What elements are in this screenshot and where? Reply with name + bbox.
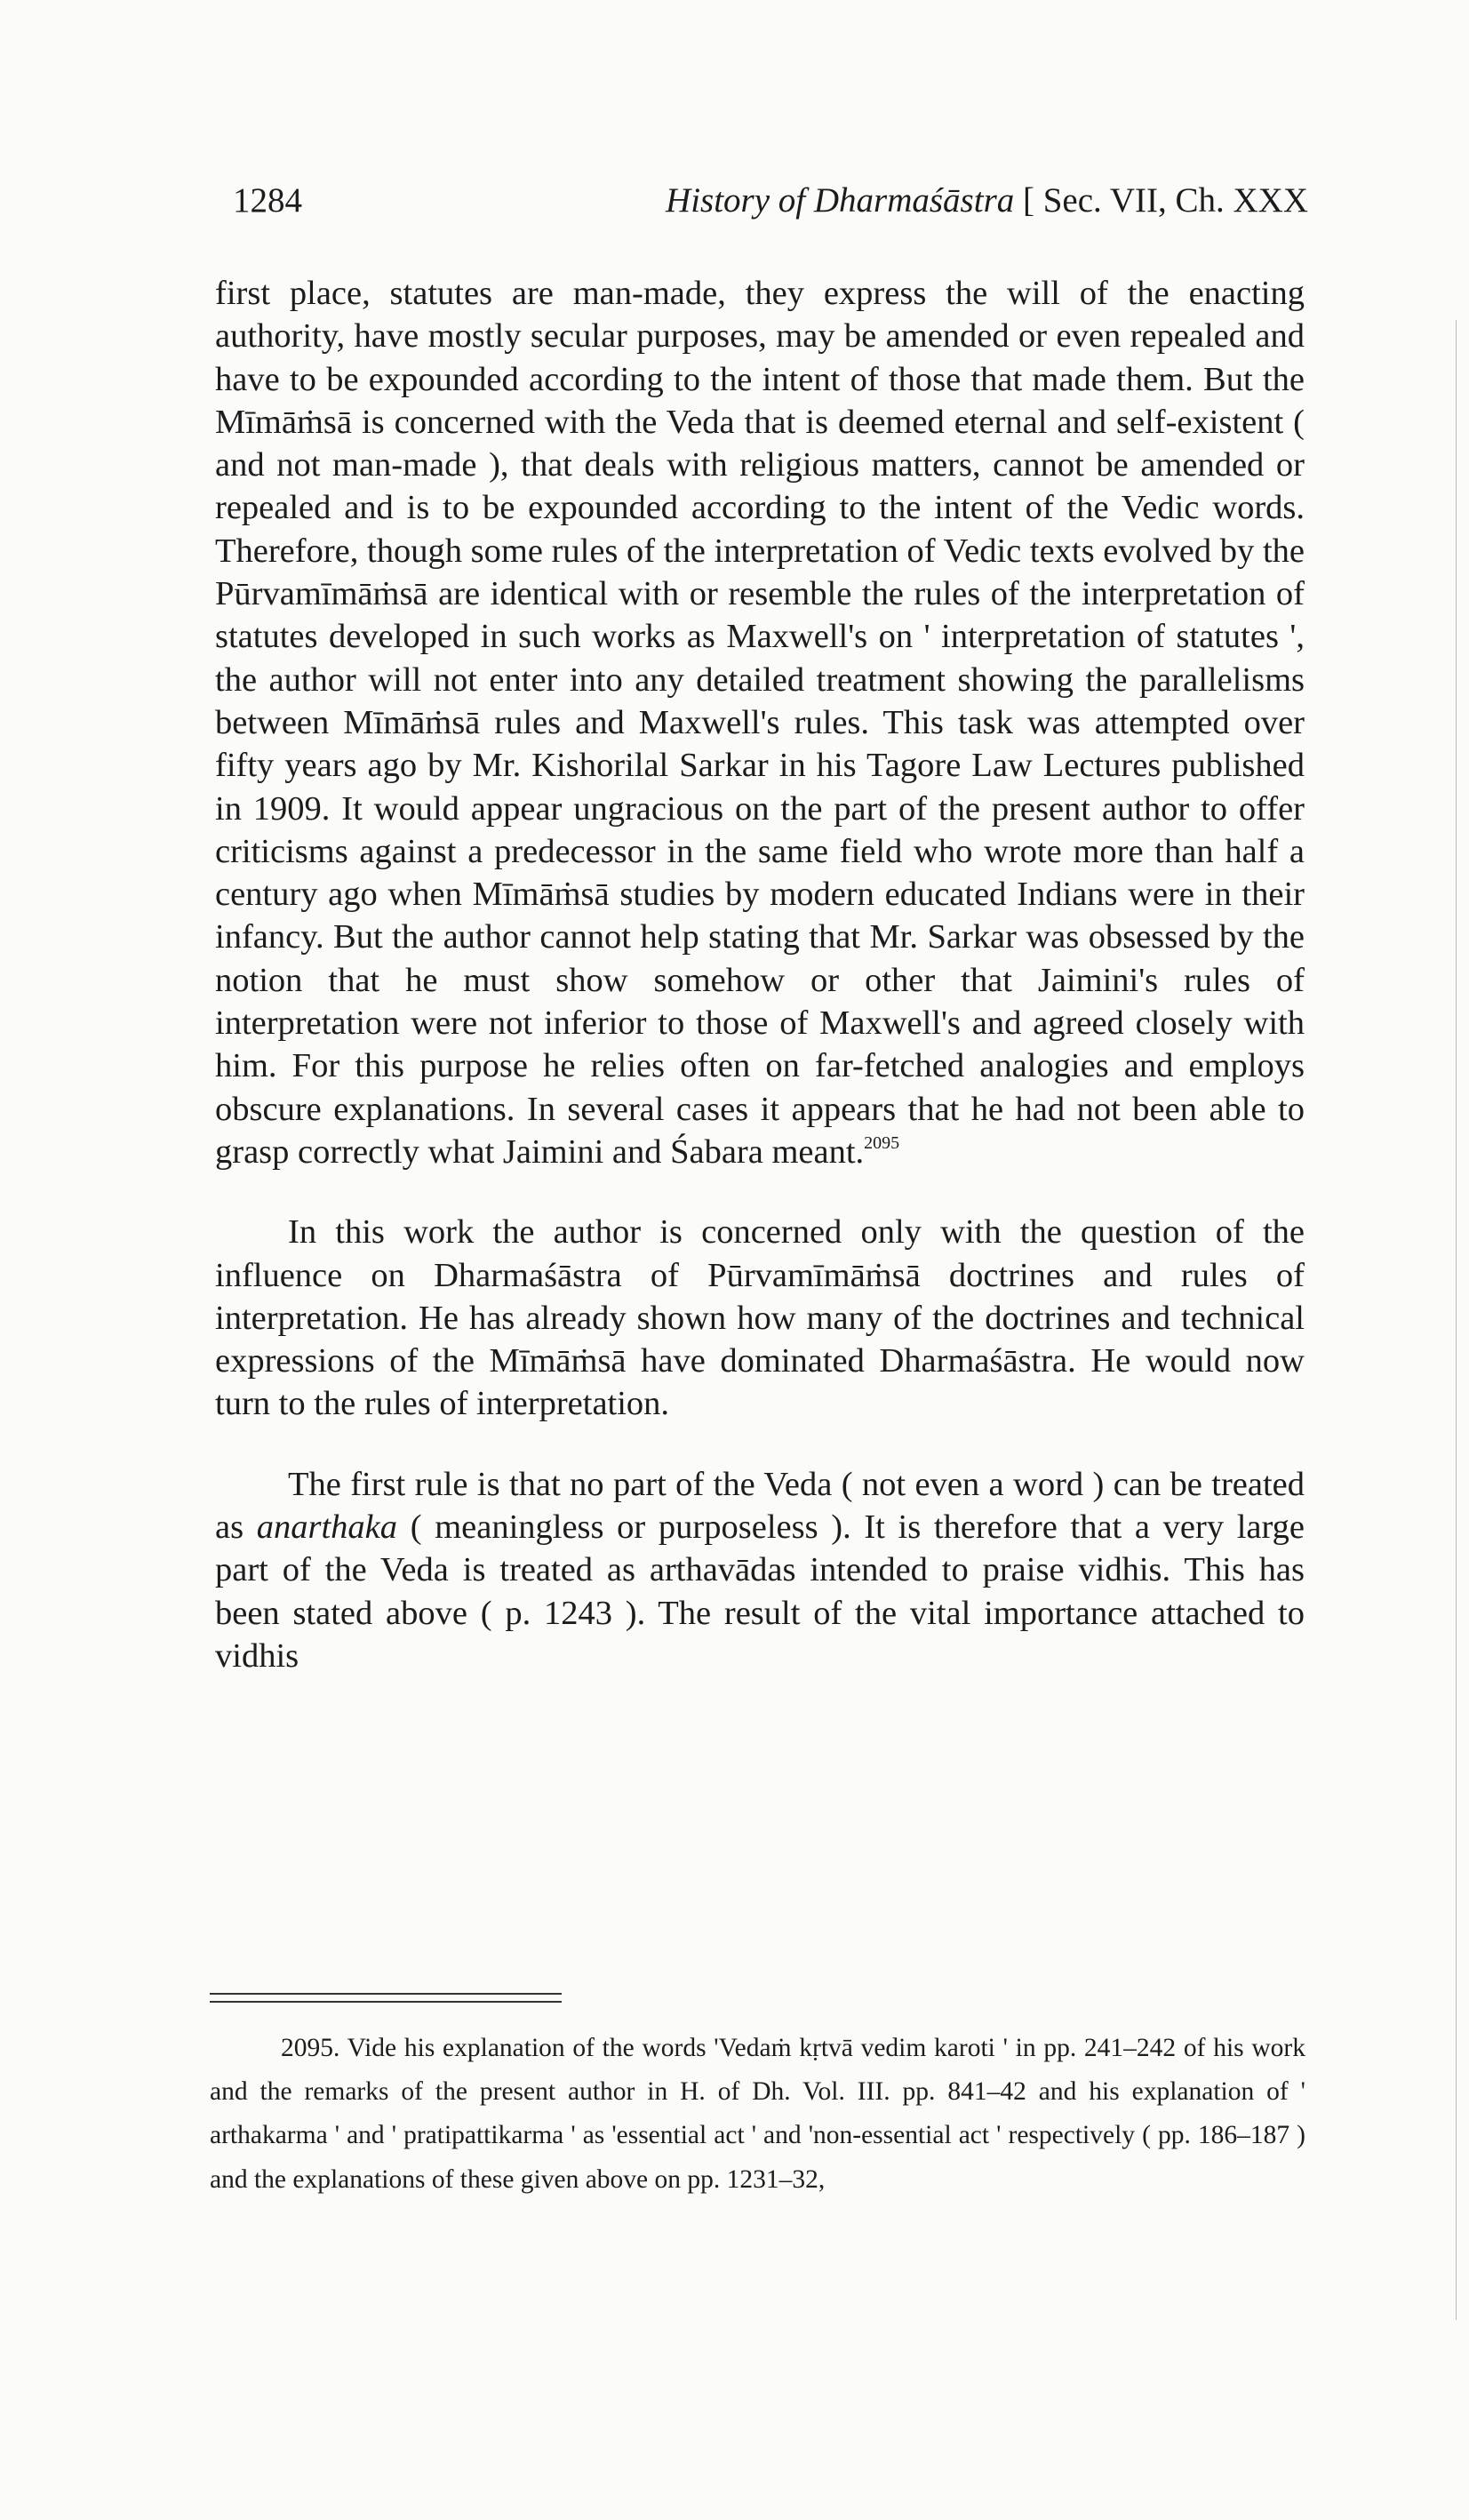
footnote-text: Vide his explanation of the words 'Vedaṁ kṛtvā vedim karoti ' in pp. 241–242 of his work and the remarks of the present author in H. of Dh. Vol. III. pp. 841–42 and his explanation of ' arthakarma ' and ' pratipattikarma ' as 'essential act ' and 'non-essential act ' respectively ( pp. 186–187 ) and the explanations of these given above on pp. 1231–32, — [210, 2034, 1305, 2194]
running-head — [666, 180, 1308, 220]
page-header — [233, 180, 1308, 234]
paragraph-3-italic-term: anarthaka — [256, 1508, 398, 1547]
page-number: 1284 — [233, 181, 302, 220]
footnote-reference: 2095 — [864, 1132, 900, 1153]
paragraph-3 — [215, 1463, 1305, 1677]
section-reference: [ Sec. VII, Ch. XXX — [1014, 181, 1308, 220]
scan-margin-line — [1456, 320, 1457, 2320]
footnote-paragraph — [210, 2027, 1305, 2202]
paragraph-2: In this work the author is concerned only with the question of the influence on Dharmaśāstra of Pūrvamīmāṁsā doctrines and rules of interpretation. He has already shown how many of the doctrines and technical expressions of the Mīmāṁsā have dominated Dharmaśāstra. He would now turn to the rules of interpretation. — [215, 1213, 1305, 1423]
paragraph-1-text: first place, statutes are man-made, they express the will of the enacting authority, have mostly secular purposes, may be amended or even repealed and have to be expounded according to the intent of those that made them. But the Mīmāṁsā is concerned with the Veda that is deemed eternal and self-existent ( and not man-made ), that deals with religious matters, cannot be amended or repealed and is to be expounded according to the intent of the Vedic words. Therefore, though some rules of the interpretation of Vedic texts evolved by the Pūrvamīmāṁsā are identical with or resemble the rules of the interpretation of statutes developed in such works as Maxwell's on ' interpretation of statutes ', the author will not enter into any detailed treatment showing the parallelisms between Mīmāṁsā rules and Maxwell's rules. This task was attempted over fifty years ago by Mr. Kishorilal Sarkar in his Tagore Law Lectures published in 1909. It would appear ungracious on the part of the present author to offer criticisms against a predecessor in the same field who wrote more than half a century ago when Mīmāṁsā studies by modern educated Indians were in their infancy. But the author cannot help stating that Mr. Sarkar was obsessed by the notion that he must show somehow or other that Jaimini's rules of interpretation were not inferior to those of Maxwell's and agreed closely with him. For this purpose he relies often on far-fetched analogies and employs obscure explanations. In several cases it appears that he had not been able to grasp correctly what Jaimini and Śabara meant. — [215, 275, 1305, 1171]
footnote-number: 2095. — [281, 2034, 340, 2062]
paragraph-1 — [215, 272, 1305, 1173]
body-text — [215, 272, 1305, 1677]
paragraph-3-text-end: ( meaningless or purposeless ). It is therefore that a very large part of the Veda is treated as arthavādas intended to praise vidhis. This has been stated above ( p. 1243 ). The result of the vital importance attached to vidhis — [215, 1508, 1305, 1675]
paragraph-3-text-start: The first rule is that no part of the Veda ( not even a word ) can be treated as — [215, 1465, 1305, 1547]
footnote — [210, 2027, 1305, 2202]
book-title: History of Dharmaśāstra — [666, 181, 1015, 220]
footnote-separator — [210, 1993, 562, 2003]
